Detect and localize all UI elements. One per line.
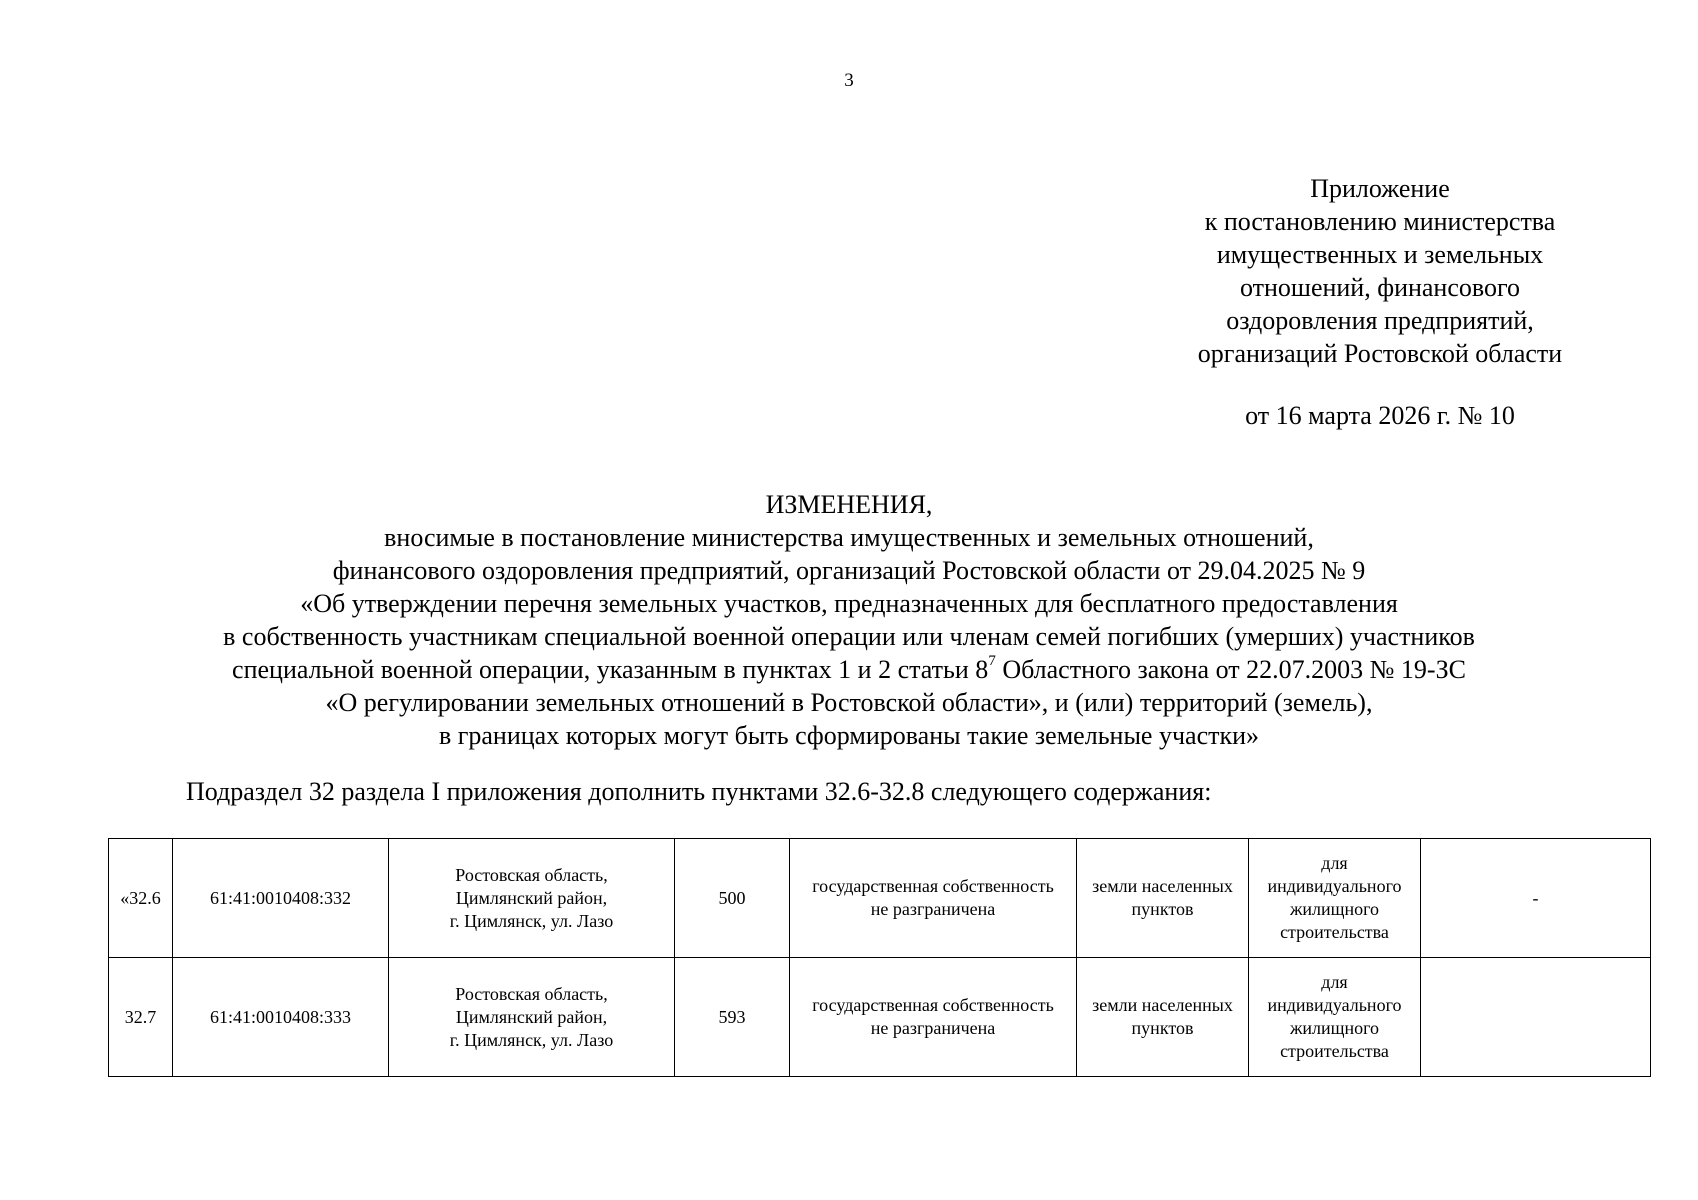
use-line: жилищного bbox=[1289, 1018, 1380, 1038]
page-number: 3 bbox=[844, 70, 854, 91]
use-line: строительства bbox=[1280, 922, 1389, 942]
use-line: индивидуального bbox=[1267, 995, 1402, 1015]
permitted-use-cell bbox=[1249, 958, 1421, 1077]
title-line: в собственность участникам специальной военной операции или членам семей погибших (умерших) участников bbox=[223, 622, 1475, 651]
appendix-line: организаций Ростовской области bbox=[1197, 339, 1563, 368]
title-line-text: Областного закона от 22.07.2003 № 19-ЗС bbox=[995, 655, 1466, 684]
cadastral-number-cell: 61:41:0010408:332 bbox=[173, 839, 389, 958]
appendix-line: Приложение bbox=[1310, 174, 1450, 203]
appendix-date: от 16 марта 2026 г. № 10 bbox=[1245, 401, 1515, 430]
document-title bbox=[0, 488, 1698, 752]
address-line: Ростовская область, bbox=[455, 864, 608, 885]
title-line-text: специальной военной операции, указанным в пунктах 1 и 2 статьи 8 bbox=[232, 655, 989, 684]
land-plots-table bbox=[108, 838, 1651, 1077]
appendix-line: оздоровления предприятий, bbox=[1226, 306, 1534, 335]
ownership-cell bbox=[790, 958, 1077, 1077]
title-line: финансового оздоровления предприятий, организаций Ростовской области от 29.04.2025 № 9 bbox=[332, 556, 1366, 585]
appendix-line: к постановлению министерства bbox=[1204, 207, 1556, 236]
address-cell bbox=[389, 839, 675, 958]
title-heading: ИЗМЕНЕНИЯ, bbox=[765, 490, 933, 519]
ownership-line: государственная собственность bbox=[812, 876, 1054, 896]
appendix-block bbox=[1160, 172, 1600, 432]
land-category-cell bbox=[1077, 839, 1249, 958]
address-line: г. Цимлянск, ул. Лазо bbox=[449, 1029, 614, 1050]
area-cell: 500 bbox=[675, 839, 790, 958]
use-line: для bbox=[1321, 972, 1348, 992]
title-line bbox=[0, 653, 1698, 686]
use-line: строительства bbox=[1280, 1041, 1389, 1061]
note-cell bbox=[1421, 958, 1651, 1077]
title-line: «Об утверждении перечня земельных участков, предназначенных для бесплатного предоставления bbox=[300, 589, 1398, 618]
cadastral-number-cell: 61:41:0010408:333 bbox=[173, 958, 389, 1077]
address-line: Ростовская область, bbox=[455, 983, 608, 1004]
ownership-line: не разграничена bbox=[870, 899, 996, 919]
area-cell: 593 bbox=[675, 958, 790, 1077]
ownership-line: государственная собственность bbox=[812, 995, 1054, 1015]
category-line: пунктов bbox=[1131, 899, 1194, 919]
note-cell: - bbox=[1421, 839, 1651, 958]
address-line: Цимлянский район, bbox=[455, 887, 608, 908]
table-row bbox=[109, 839, 1651, 958]
permitted-use-cell bbox=[1249, 839, 1421, 958]
ownership-line: не разграничена bbox=[870, 1018, 996, 1038]
appendix-line: имущественных и земельных bbox=[1216, 240, 1544, 269]
table-row bbox=[109, 958, 1651, 1077]
item-number-cell: «32.6 bbox=[109, 839, 173, 958]
land-category-cell bbox=[1077, 958, 1249, 1077]
category-line: пунктов bbox=[1131, 1018, 1194, 1038]
address-line: Цимлянский район, bbox=[455, 1006, 608, 1027]
use-line: индивидуального bbox=[1267, 876, 1402, 896]
item-number-cell: 32.7 bbox=[109, 958, 173, 1077]
article-superscript: 7 bbox=[988, 653, 996, 670]
appendix-line: отношений, финансового bbox=[1239, 273, 1521, 302]
address-cell bbox=[389, 958, 675, 1077]
category-line: земли населенных bbox=[1092, 876, 1233, 896]
title-line: в границах которых могут быть сформированы такие земельные участки» bbox=[438, 721, 1260, 750]
category-line: земли населенных bbox=[1092, 995, 1233, 1015]
title-line: вносимые в постановление министерства имущественных и земельных отношений, bbox=[384, 523, 1314, 552]
use-line: жилищного bbox=[1289, 899, 1380, 919]
address-line: г. Цимлянск, ул. Лазо bbox=[449, 910, 614, 931]
title-line: «О регулировании земельных отношений в Ростовской области», и (или) территорий (земель), bbox=[325, 688, 1373, 717]
ownership-cell bbox=[790, 839, 1077, 958]
use-line: для bbox=[1321, 853, 1348, 873]
intro-paragraph: Подраздел 32 раздела I приложения дополнить пунктами 32.6-32.8 следующего содержания: bbox=[186, 777, 1212, 806]
